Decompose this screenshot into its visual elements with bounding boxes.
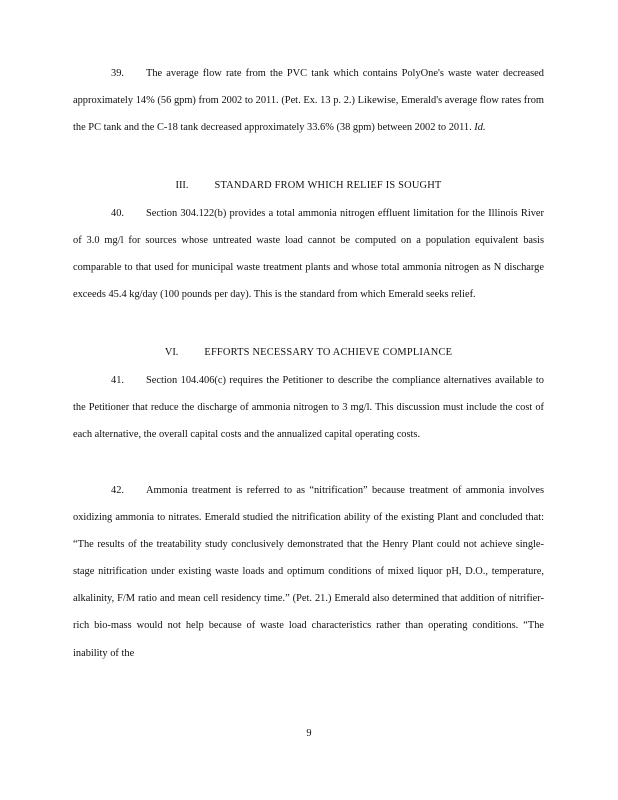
heading-title: EFFORTS NECESSARY TO ACHIEVE COMPLIANCE bbox=[204, 347, 453, 358]
page-number: 9 bbox=[306, 728, 312, 739]
paragraph-number: 39. bbox=[111, 68, 124, 79]
paragraph-text: Ammonia treatment is referred to as “nitrification” because treatment of ammonia involves oxidizing ammonia to nitrates. Emerald studied the nitrification ability of the existing Plant and concluded that: “The results of the treatability study conclusively demonstrated that the Henry Plant could not achieve single-stage nitrification under existing waste loads and optimum conditions of mixed liquor pH, D.O., temperature, alkalinity, F/M ratio and mean cell residency time.” (Pet. 21.) Emerald also determined that addition of nitrifier-rich bio-mass would not help because of waste load characteristics rather than operating conditions. “The inability of the bbox=[73, 485, 544, 659]
paragraph-text: The average flow rate from the PVC tank which contains PolyOne's waste water decreased approximately 14% (56 gpm) from 2002 to 2011. (Pet. Ex. 13 p. 2.) Likewise, Emerald's average flow rates from the PC tank and the C-18 tank decreased approximately 33.6% (38 gpm) between 2002 to 2011. bbox=[73, 68, 544, 134]
paragraph-number: 40. bbox=[111, 208, 124, 219]
citation: Id. bbox=[474, 122, 486, 134]
paragraph-39 bbox=[73, 60, 544, 141]
paragraph-number: 41. bbox=[111, 375, 124, 386]
paragraph-text: Section 304.122(b) provides a total ammonia nitrogen effluent limitation for the Illinois River of 3.0 mg/l for sources whose untreated waste load cannot be computed on a population equivalent basis comparable to that used for municipal waste treatment plants and whose total ammonia nitrogen as N discharge exceeds 45.4 kg/day (100 pounds per day). This is the standard from which Emerald seeks relief. bbox=[73, 208, 544, 301]
heading-title: STANDARD FROM WHICH RELIEF IS SOUGHT bbox=[214, 180, 442, 191]
paragraph-number: 42. bbox=[111, 485, 124, 496]
paragraph-41 bbox=[73, 367, 544, 448]
heading-number: VI. bbox=[164, 347, 179, 358]
section-heading-iii bbox=[73, 178, 544, 194]
paragraph-40 bbox=[73, 200, 544, 308]
paragraph-text: Section 104.406(c) requires the Petitioner to describe the compliance alternatives available to the Petitioner that reduce the discharge of ammonia nitrogen to 3 mg/l. This discussion must include the cost of each alternative, the overall capital costs and the annualized capital operating costs. bbox=[73, 375, 544, 441]
paragraph-42 bbox=[73, 477, 544, 667]
heading-number: III. bbox=[175, 180, 189, 191]
section-heading-vi bbox=[73, 345, 544, 361]
